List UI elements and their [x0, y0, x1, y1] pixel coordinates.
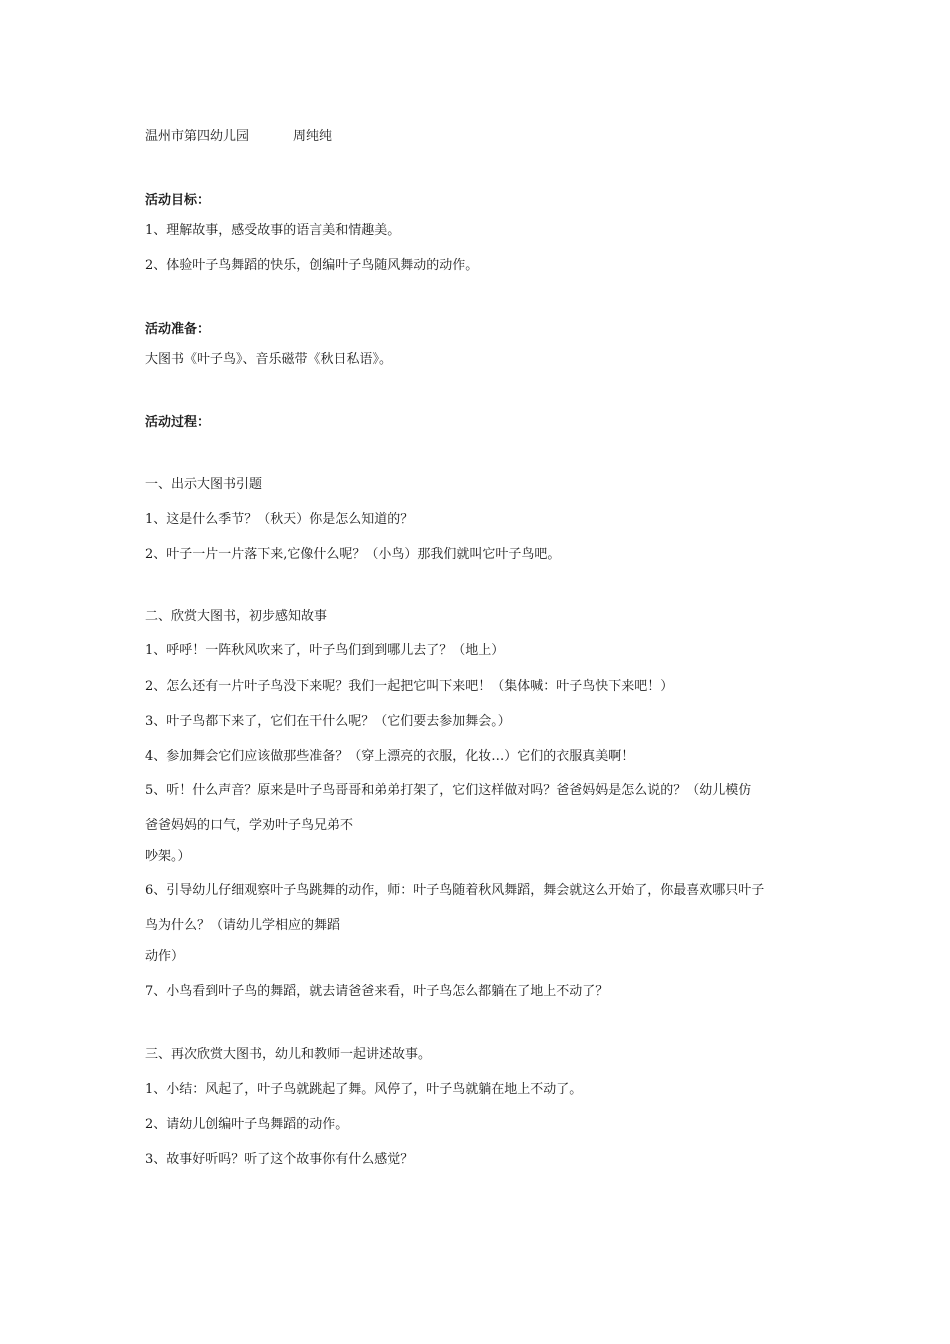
list-item: 3、故事好听吗？听了这个故事你有什么感觉？	[145, 1152, 414, 1167]
list-item: 2、请幼儿创编叶子鸟舞蹈的动作。	[145, 1117, 349, 1132]
list-item-5-line-3: 吵架。）	[145, 849, 191, 864]
header-line	[145, 128, 332, 146]
list-item-5-line-1: 5、听！什么声音？原来是叶子鸟哥哥和弟弟打架了，它们这样做对吗？爸爸妈妈是怎么说的？（幼儿模仿	[145, 783, 752, 798]
preparation-heading: 活动准备：	[145, 322, 211, 337]
section-title: 一、出示大图书引题	[145, 477, 263, 492]
section-title: 三、再次欣赏大图书，幼儿和教师一起讲述故事。	[145, 1047, 432, 1062]
school-name: 温州市第四幼儿园	[145, 129, 250, 144]
section-title: 二、欣赏大图书，初步感知故事	[145, 609, 328, 624]
process-heading: 活动过程：	[145, 415, 211, 430]
list-item: 2、怎么还有一片叶子鸟没下来呢？我们一起把它叫下来吧！（集体喊：叶子鸟快下来吧！）	[145, 679, 674, 694]
goal-item: 1、理解故事，感受故事的语言美和情趣美。	[145, 223, 401, 238]
list-item-6-line-1: 6、引导幼儿仔细观察叶子鸟跳舞的动作，师：叶子鸟随着秋风舞蹈，舞会就这么开始了，你最喜欢哪只叶子	[145, 883, 765, 898]
list-item: 7、小鸟看到叶子鸟的舞蹈，就去请爸爸来看，叶子鸟怎么都躺在了地上不动了？	[145, 984, 609, 999]
goal-item: 2、体验叶子鸟舞蹈的快乐，创编叶子鸟随风舞动的动作。	[145, 258, 479, 273]
goals-heading: 活动目标：	[145, 193, 211, 208]
list-item: 1、这是什么季节？（秋天）你是怎么知道的？	[145, 512, 414, 527]
list-item-5-line-2: 爸爸妈妈的口气，学劝叶子鸟兄弟不	[145, 818, 354, 833]
list-item: 4、参加舞会它们应该做那些准备？（穿上漂亮的衣服，化妆…）它们的衣服真美啊！	[145, 749, 635, 764]
list-item: 2、叶子一片一片落下来,它像什么呢？（小鸟）那我们就叫它叶子鸟吧。	[145, 547, 561, 562]
list-item-6-line-3: 动作）	[145, 949, 185, 964]
list-item: 3、叶子鸟都下来了，它们在干什么呢？（它们要去参加舞会。）	[145, 714, 511, 729]
list-item-6-line-2: 鸟为什么？（请幼儿学相应的舞蹈	[145, 918, 341, 933]
preparation-text: 大图书《叶子鸟》、音乐磁带《秋日私语》。	[145, 352, 393, 367]
list-item: 1、呼呼！一阵秋风吹来了，叶子鸟们到到哪儿去了？（地上）	[145, 643, 505, 658]
list-item: 1、小结：风起了，叶子鸟就跳起了舞。风停了，叶子鸟就躺在地上不动了。	[145, 1082, 583, 1097]
author-name: 周纯纯	[293, 129, 333, 144]
